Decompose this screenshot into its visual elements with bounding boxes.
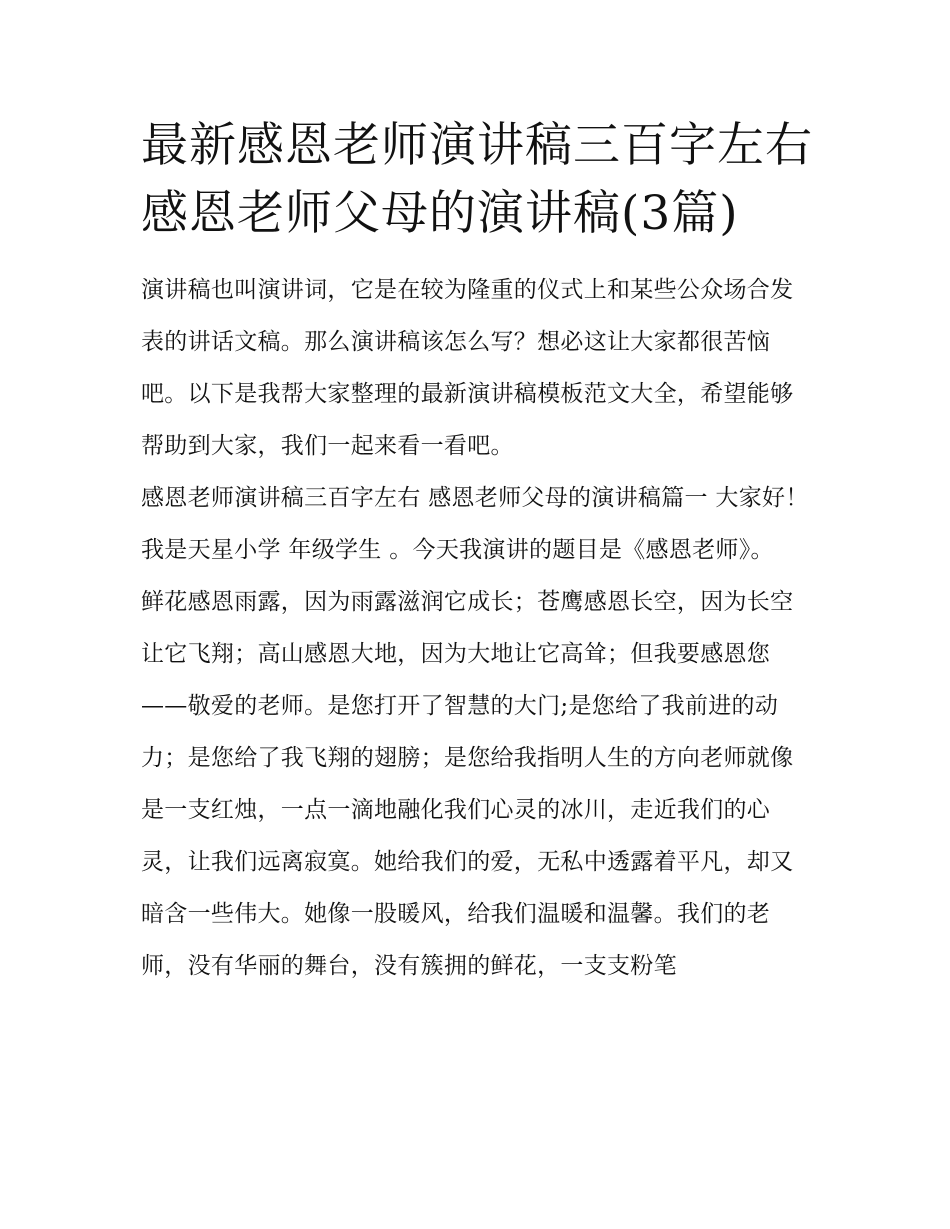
body-paragraph: 鲜花感恩雨露，因为雨露滋润它成长；苍鹰感恩长空，因为长空让它飞翔；高山感恩大地，因为大地让它高耸；但我要感恩您——敬爱的老师。是您打开了智慧的大门;是您给了我前进的动力；是您给了我飞翔的翅膀；是您给我指明人生的方向老师就像是一支红烛，一点一滴地融化我们心灵的冰川，走近我们的心灵，让我们远离寂寞。她给我们的爱，无私中透露着平凡，却又暗含一些伟大。她像一股暖风，给我们温暖和温馨。我们的老师，没有华丽的舞台，没有簇拥的鲜花，一支支粉笔 xyxy=(141,589,794,979)
document-page xyxy=(141,112,816,992)
greeting-paragraph: 感恩老师演讲稿三百字左右 感恩老师父母的演讲稿篇一 大家好！ 我是天星小学 年级学生 。今天我演讲的题目是《感恩老师》。 xyxy=(141,485,809,563)
intro-paragraph: 演讲稿也叫演讲词，它是在较为隆重的仪式上和某些公众场合发表的讲话文稿。那么演讲稿该怎么写？想必这让大家都很苦恼吧。以下是我帮大家整理的最新演讲稿模板范文大全，希望能够帮助到大家，我们一起来看一看吧。 xyxy=(141,277,794,459)
document-title: 最新感恩老师演讲稿三百字左右 感恩老师父母的演讲稿(3篇) xyxy=(141,118,813,241)
